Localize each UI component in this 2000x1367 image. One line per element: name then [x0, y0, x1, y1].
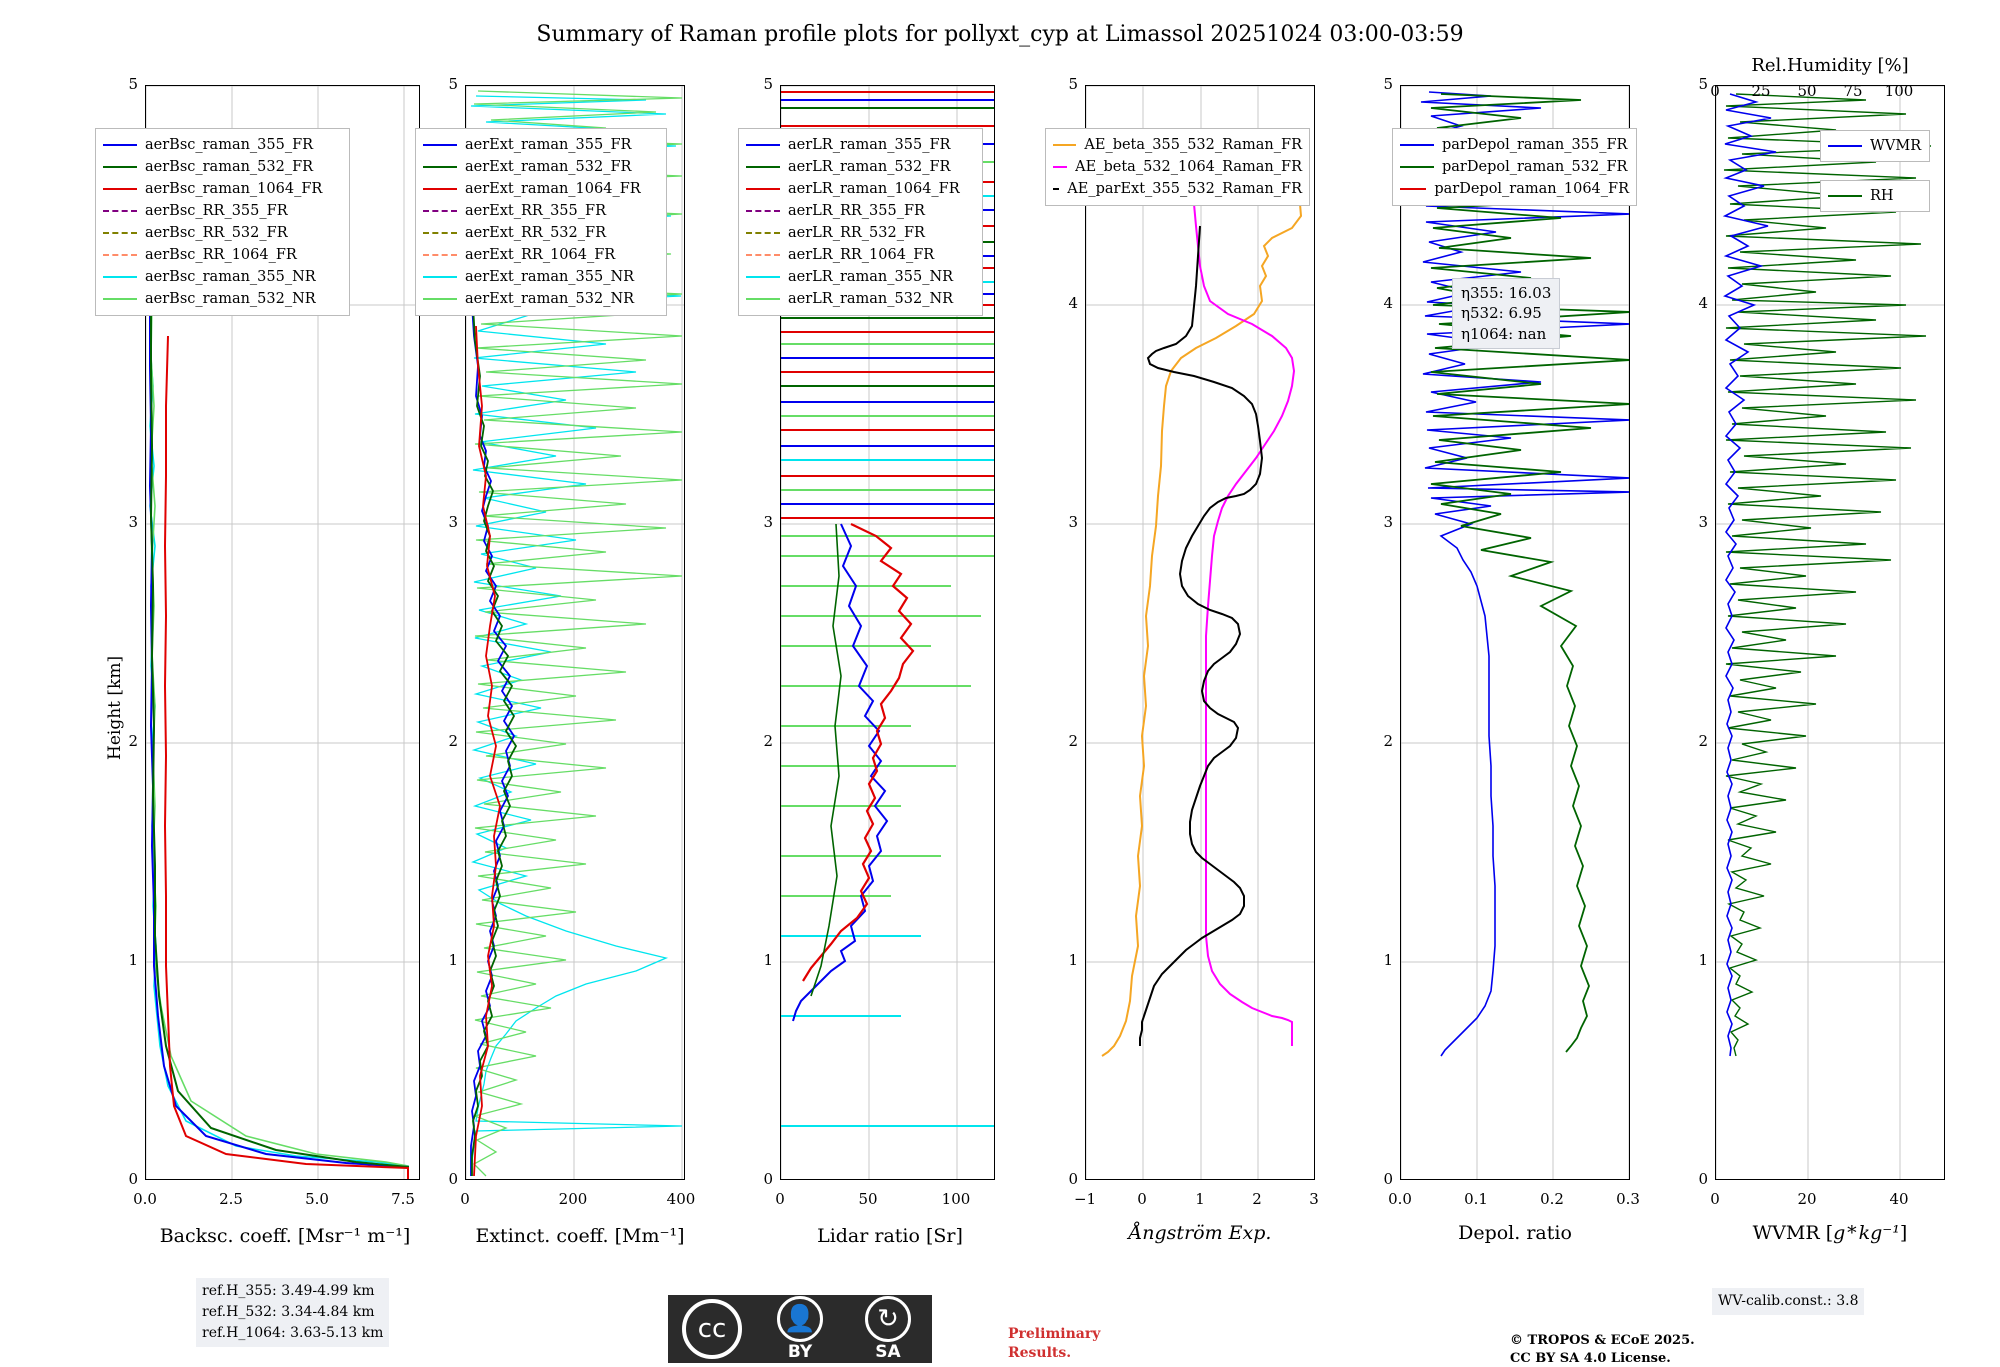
legend-label: aerBsc_raman_532_FR: [145, 159, 314, 175]
legend-item: [103, 156, 342, 178]
ytick-lidar-ratio: 0: [763, 1170, 773, 1188]
ytick-wvmr-rh: 1: [1698, 951, 1708, 969]
legend-swatch: [746, 188, 780, 190]
xtick-backscatter: 7.5: [391, 1190, 415, 1208]
preliminary-line-2: Results.: [1008, 1344, 1072, 1361]
ytick-lidar-ratio: 2: [763, 732, 773, 750]
ytick-angstrom: 2: [1068, 732, 1078, 750]
legend-swatch: [746, 232, 780, 234]
legend-swatch: [103, 188, 137, 190]
legend-label: aerExt_RR_532_FR: [465, 225, 606, 241]
legend-swatch: [103, 232, 137, 234]
xtick-wvmr: 0: [1710, 1190, 1720, 1208]
legend-label: aerExt_raman_532_NR: [465, 291, 635, 307]
cc-by-block: [756, 1295, 844, 1363]
legend-label: AE_parExt_355_532_Raman_FR: [1067, 181, 1302, 197]
legend-swatch: [423, 144, 457, 146]
top-xtick-rh: 75: [1843, 82, 1863, 100]
ytick-extinction: 5: [448, 75, 458, 93]
ytick-depol-ratio: 2: [1383, 732, 1393, 750]
legend-item: [103, 288, 342, 310]
xtick-angstrom: −1: [1073, 1190, 1097, 1208]
legend-item: [1828, 135, 1922, 157]
legend-item: [423, 156, 659, 178]
legend-swatch: [103, 166, 137, 168]
ref-h-355: ref.H_355: 3.49-4.99 km: [202, 1283, 375, 1299]
legend-label: AE_beta_532_1064_Raman_FR: [1075, 159, 1302, 175]
cc-sa-block: [844, 1295, 932, 1363]
legend-swatch: [746, 298, 780, 300]
plot-area-depol-ratio: [1400, 85, 1630, 1180]
legend-label: parDepol_raman_532_FR: [1442, 159, 1628, 175]
tropos-copyright: [1510, 1332, 1695, 1367]
legend-lidar-ratio[interactable]: [738, 128, 983, 316]
legend-label: aerExt_raman_355_NR: [465, 269, 635, 285]
ytick-wvmr-rh: 0: [1698, 1170, 1708, 1188]
xtick-lidar-ratio: 100: [941, 1190, 971, 1208]
ytick-angstrom: 5: [1068, 75, 1078, 93]
legend-swatch: [1053, 166, 1067, 168]
legend-swatch: [423, 232, 457, 234]
xtick-backscatter: 5.0: [305, 1190, 329, 1208]
ytick-angstrom: 3: [1068, 513, 1078, 531]
legend-swatch: [423, 254, 457, 256]
legend-item: [103, 178, 342, 200]
legend-swatch: [1828, 145, 1862, 147]
top-xtick-rh: 50: [1797, 82, 1817, 100]
legend-item: [1053, 178, 1302, 200]
legend-label: aerLR_RR_532_FR: [788, 225, 925, 241]
legend-label: aerBsc_RR_1064_FR: [145, 247, 297, 263]
legend-item: [746, 266, 975, 288]
xtick-backscatter: 2.5: [219, 1190, 243, 1208]
top-x-axis-label-rh: Rel.Humidity [%]: [1751, 55, 1909, 76]
cc-by-label: BY: [787, 1342, 813, 1362]
x-axis-label-backscatter: Backsc. coeff. [Msr⁻¹ m⁻¹]: [159, 1225, 411, 1247]
legend-label: aerBsc_raman_355_NR: [145, 269, 316, 285]
ytick-backscatter: 3: [128, 513, 138, 531]
legend-swatch: [423, 276, 457, 278]
xtick-extinction: 0: [460, 1190, 470, 1208]
legend-swatch: [103, 254, 137, 256]
legend-extinction[interactable]: [415, 128, 667, 316]
legend-label: aerExt_RR_355_FR: [465, 203, 606, 219]
cc-sa-label: SA: [875, 1342, 901, 1362]
legend-label: aerExt_RR_1064_FR: [465, 247, 616, 263]
xtick-wvmr: 40: [1889, 1190, 1909, 1208]
y-axis-label: Height [km]: [105, 655, 125, 760]
tropos-line-2: CC BY SA 4.0 License.: [1510, 1350, 1671, 1366]
legend-label: aerLR_raman_1064_FR: [788, 181, 960, 197]
ref-h-1064: ref.H_1064: 3.63-5.13 km: [202, 1325, 384, 1341]
legend-label: aerBsc_RR_355_FR: [145, 203, 288, 219]
legend-swatch: [1400, 188, 1426, 190]
legend-label: aerLR_RR_1064_FR: [788, 247, 935, 263]
legend-label: AE_beta_355_532_Raman_FR: [1084, 137, 1302, 153]
legend-label: aerBsc_raman_1064_FR: [145, 181, 323, 197]
xtick-depol-ratio: 0.2: [1540, 1190, 1564, 1208]
legend-label: aerLR_RR_355_FR: [788, 203, 925, 219]
ytick-lidar-ratio: 3: [763, 513, 773, 531]
legend-swatch: [423, 210, 457, 212]
legend-label: aerLR_raman_355_NR: [788, 269, 954, 285]
xtick-depol-ratio: 0.3: [1616, 1190, 1640, 1208]
legend-item: [423, 266, 659, 288]
plot-area-angstrom: [1085, 85, 1315, 1180]
legend-swatch: [423, 166, 457, 168]
preliminary-line-1: Preliminary: [1008, 1326, 1101, 1342]
ytick-depol-ratio: 0: [1383, 1170, 1393, 1188]
ytick-angstrom: 0: [1068, 1170, 1078, 1188]
legend-item: [1400, 134, 1629, 156]
xtick-depol-ratio: 0.1: [1464, 1190, 1488, 1208]
xtick-extinction: 400: [666, 1190, 696, 1208]
legend-swatch: [103, 210, 137, 212]
legend-item: [103, 266, 342, 288]
xtick-angstrom: 3: [1309, 1190, 1319, 1208]
legend-label: aerLR_raman_355_FR: [788, 137, 951, 153]
ytick-wvmr-rh: 3: [1698, 513, 1708, 531]
xtick-lidar-ratio: 50: [858, 1190, 878, 1208]
legend-item: [1828, 185, 1922, 207]
tropos-line-1: © TROPOS & ECoE 2025.: [1510, 1333, 1695, 1348]
wv-calib-value: WV-calib.const.: 3.8: [1718, 1293, 1859, 1309]
x-axis-label-extinction: Extinct. coeff. [Mm⁻¹]: [475, 1225, 685, 1247]
legend-label: parDepol_raman_1064_FR: [1434, 181, 1629, 197]
legend-swatch: [1053, 144, 1076, 146]
legend-item: [423, 178, 659, 200]
legend-item: [746, 200, 975, 222]
legend-swatch: [1400, 166, 1434, 168]
legend-item: [1053, 156, 1302, 178]
legend-item: [423, 244, 659, 266]
person-icon: 👤: [777, 1296, 823, 1342]
eta-1064: η1064: nan: [1461, 324, 1547, 343]
legend-label: parDepol_raman_355_FR: [1442, 137, 1628, 153]
xtick-wvmr: 20: [1797, 1190, 1817, 1208]
page-title: Summary of Raman profile plots for pollyxt_cyp at Limassol 20251024 03:00-03:59: [536, 22, 1464, 47]
legend-label: aerLR_raman_532_NR: [788, 291, 954, 307]
legend-swatch: [1400, 144, 1434, 146]
legend-swatch: [103, 298, 137, 300]
depol-eta-annotation: [1452, 278, 1560, 349]
legend-label: aerBsc_raman_532_NR: [145, 291, 316, 307]
wv-calib-note: [1712, 1288, 1864, 1315]
ytick-backscatter: 5: [128, 75, 138, 93]
plot-area-wvmr-rh: [1715, 85, 1945, 1180]
legend-item: [1400, 156, 1629, 178]
legend-swatch: [1053, 188, 1059, 190]
ytick-wvmr-rh: 4: [1698, 294, 1708, 312]
ytick-extinction: 1: [448, 951, 458, 969]
legend-swatch: [423, 298, 457, 300]
ytick-lidar-ratio: 1: [763, 951, 773, 969]
ytick-depol-ratio: 3: [1383, 513, 1393, 531]
legend-item: [103, 244, 342, 266]
legend-item: [423, 200, 659, 222]
legend-item: [423, 288, 659, 310]
legend-item: [746, 222, 975, 244]
legend-item: [103, 200, 342, 222]
legend-angstrom[interactable]: [1045, 128, 1310, 206]
ytick-lidar-ratio: 5: [763, 75, 773, 93]
legend-label: aerBsc_RR_532_FR: [145, 225, 288, 241]
legend-item: [746, 156, 975, 178]
legend-item: [746, 288, 975, 310]
legend-label: aerExt_raman_355_FR: [465, 137, 632, 153]
cc-circle-icon: cc: [682, 1299, 742, 1359]
x-axis-label-depol-ratio: Depol. ratio: [1458, 1222, 1572, 1244]
legend-label: aerBsc_raman_355_FR: [145, 137, 314, 153]
legend-label: aerExt_raman_1064_FR: [465, 181, 641, 197]
xtick-backscatter: 0.0: [133, 1190, 157, 1208]
legend-item: [746, 178, 975, 200]
share-alike-icon: ↻: [865, 1296, 911, 1342]
cc-logo-block: [668, 1295, 756, 1363]
legend-swatch: [103, 144, 137, 146]
reference-heights-note: [196, 1278, 389, 1347]
legend-rh[interactable]: [1820, 180, 1930, 212]
ytick-wvmr-rh: 5: [1698, 75, 1708, 93]
legend-backscatter[interactable]: [95, 128, 350, 316]
legend-label: aerLR_raman_532_FR: [788, 159, 951, 175]
legend-swatch: [103, 276, 137, 278]
xtick-angstrom: 1: [1195, 1190, 1205, 1208]
legend-swatch: [746, 276, 780, 278]
ytick-depol-ratio: 1: [1383, 951, 1393, 969]
ytick-extinction: 2: [448, 732, 458, 750]
ytick-extinction: 3: [448, 513, 458, 531]
xtick-depol-ratio: 0.0: [1388, 1190, 1412, 1208]
top-xtick-rh: 0: [1710, 82, 1720, 100]
xtick-lidar-ratio: 0: [775, 1190, 785, 1208]
legend-swatch: [746, 166, 780, 168]
legend-swatch: [1828, 195, 1862, 197]
legend-swatch: [746, 254, 780, 256]
legend-item: [1053, 134, 1302, 156]
legend-depol-ratio[interactable]: [1392, 128, 1637, 206]
legend-item: [103, 222, 342, 244]
ytick-extinction: 0: [448, 1170, 458, 1188]
legend-swatch: [423, 188, 457, 190]
ytick-angstrom: 1: [1068, 951, 1078, 969]
top-xtick-rh: 100: [1884, 82, 1914, 100]
eta-532: η532: 6.95: [1461, 304, 1542, 323]
ytick-depol-ratio: 4: [1383, 294, 1393, 312]
xtick-angstrom: 2: [1252, 1190, 1262, 1208]
ytick-backscatter: 1: [128, 951, 138, 969]
x-axis-label-wvmr: WVMR [g * kg⁻¹]: [1752, 1222, 1908, 1244]
legend-item: [423, 134, 659, 156]
xtick-extinction: 200: [558, 1190, 588, 1208]
legend-item: [423, 222, 659, 244]
xtick-angstrom: 0: [1137, 1190, 1147, 1208]
ref-h-532: ref.H_532: 3.34-4.84 km: [202, 1304, 375, 1320]
top-xtick-rh: 25: [1751, 82, 1771, 100]
ytick-backscatter: 2: [128, 732, 138, 750]
ytick-backscatter: 0: [128, 1170, 138, 1188]
legend-swatch: [746, 210, 780, 212]
x-axis-label-angstrom: Ångström Exp.: [1128, 1222, 1272, 1244]
preliminary-results-note: [1008, 1325, 1100, 1363]
legend-wvmr[interactable]: [1820, 130, 1930, 162]
legend-label: RH: [1870, 188, 1894, 204]
legend-item: [746, 244, 975, 266]
legend-label: aerExt_raman_532_FR: [465, 159, 632, 175]
eta-355: η355: 16.03: [1461, 284, 1552, 302]
ytick-wvmr-rh: 2: [1698, 732, 1708, 750]
legend-item: [746, 134, 975, 156]
x-axis-label-lidar-ratio: Lidar ratio [Sr]: [817, 1225, 963, 1247]
legend-item: [103, 134, 342, 156]
legend-item: [1400, 178, 1629, 200]
cc-license-badge[interactable]: [668, 1295, 932, 1363]
ytick-angstrom: 4: [1068, 294, 1078, 312]
ytick-depol-ratio: 5: [1383, 75, 1393, 93]
legend-label: WVMR: [1870, 138, 1922, 154]
legend-swatch: [746, 144, 780, 146]
